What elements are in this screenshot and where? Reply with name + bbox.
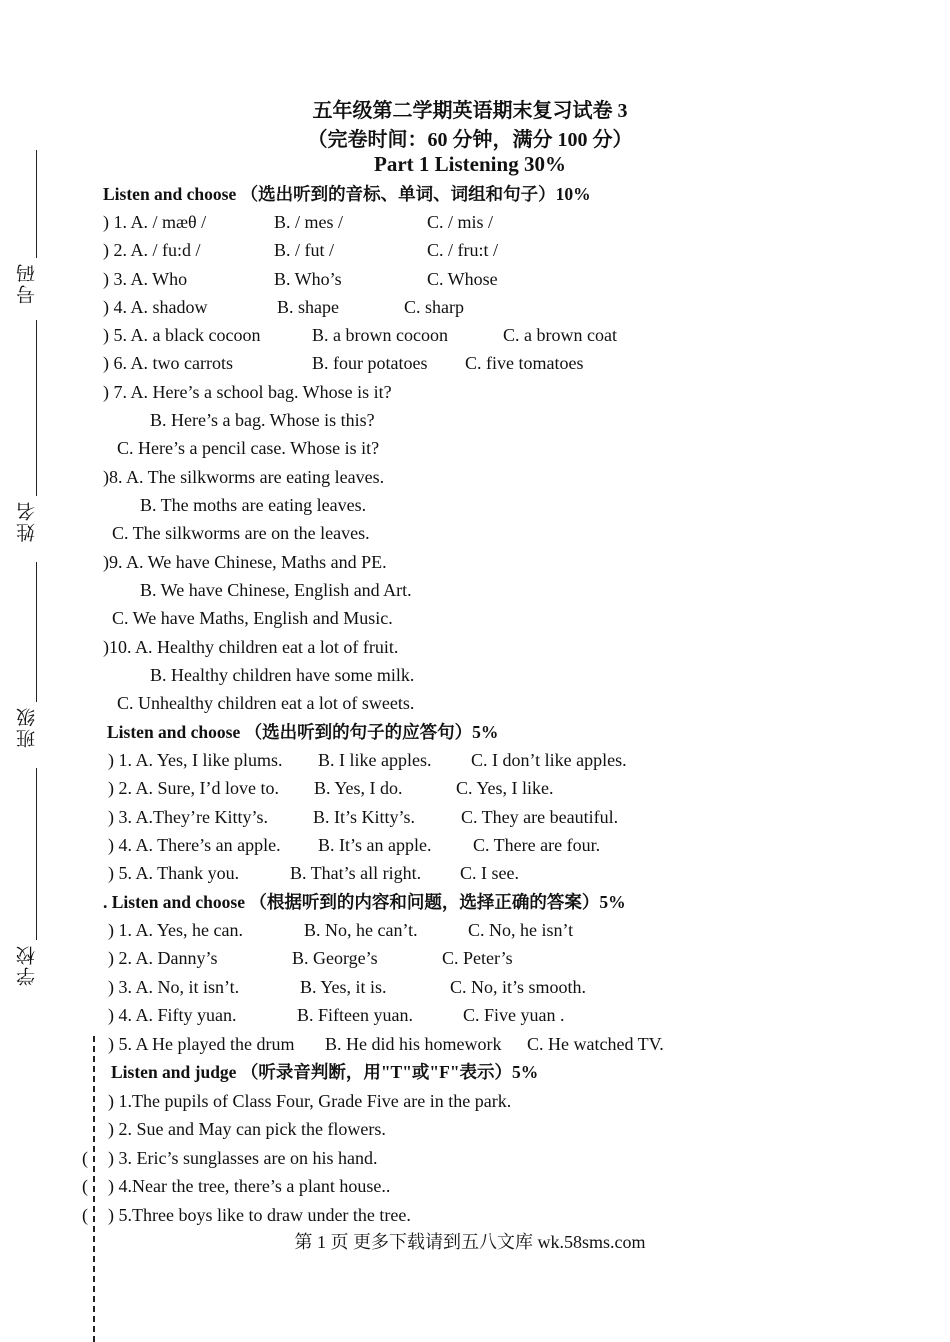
option-a: ) 4. A. shadow bbox=[103, 297, 208, 317]
option-b: B. That’s all right. bbox=[290, 863, 422, 883]
judge-item: ) 2. Sue and May can pick the flowers. bbox=[108, 1119, 386, 1139]
side-rule bbox=[36, 150, 37, 258]
question-row bbox=[103, 268, 703, 290]
question-row bbox=[103, 352, 703, 374]
question-line: C. Unhealthy children eat a lot of sweets. bbox=[117, 693, 415, 713]
option-c: C. I don’t like apples. bbox=[471, 750, 627, 770]
option-c: C. There are four. bbox=[473, 835, 601, 855]
section-heading: Listen and choose （选出听到的句子的应答句）5% bbox=[107, 722, 499, 742]
question-row bbox=[108, 976, 708, 998]
judge-item: ) 5.Three boys like to draw under the tree. bbox=[108, 1205, 411, 1225]
option-c: C. Peter’s bbox=[442, 948, 513, 968]
option-b: B. It’s an apple. bbox=[318, 835, 432, 855]
question-row bbox=[103, 211, 703, 233]
answer-bracket: ( bbox=[82, 1205, 88, 1225]
option-a: ) 1. A. / mæθ / bbox=[103, 212, 207, 232]
option-b: B. shape bbox=[277, 297, 339, 317]
question-row bbox=[108, 1033, 708, 1055]
option-c: C. Yes, I like. bbox=[456, 778, 554, 798]
section-heading: Listen and judge （听录音判断，用"T"或"F"表示）5% bbox=[111, 1062, 539, 1082]
question-line: B. We have Chinese, English and Art. bbox=[140, 580, 412, 600]
answer-bracket: ( bbox=[82, 1176, 88, 1196]
option-b: B. George’s bbox=[292, 948, 378, 968]
option-a: ) 3. A. Who bbox=[103, 269, 188, 289]
exam-subtitle: （完卷时间：60 分钟，满分 100 分） bbox=[307, 129, 633, 151]
option-b: B. Fifteen yuan. bbox=[297, 1005, 413, 1025]
option-c: C. He watched TV. bbox=[527, 1034, 664, 1054]
side-rule bbox=[36, 562, 37, 702]
option-c: C. I see. bbox=[460, 863, 519, 883]
option-a: ) 4. A. There’s an apple. bbox=[108, 835, 281, 855]
side-label-name: 姓名 bbox=[17, 500, 38, 542]
option-a: ) 5. A He played the drum bbox=[108, 1034, 295, 1054]
judge-item: ) 4.Near the tree, there’s a plant house.. bbox=[108, 1176, 391, 1196]
option-c: C. a brown coat bbox=[503, 325, 617, 345]
question-row bbox=[108, 1004, 708, 1026]
side-label-school: 学校 bbox=[17, 944, 38, 986]
option-a: ) 4. A. Fifty yuan. bbox=[108, 1005, 237, 1025]
option-c: C. / fru:t / bbox=[427, 240, 498, 260]
option-c: C. Five yuan . bbox=[463, 1005, 565, 1025]
question-row bbox=[108, 862, 708, 884]
option-b: B. He did his homework bbox=[325, 1034, 502, 1054]
question-line: )9. A. We have Chinese, Maths and PE. bbox=[103, 552, 387, 572]
option-a: ) 3. A.They’re Kitty’s. bbox=[108, 807, 268, 827]
option-b: B. No, he can’t. bbox=[304, 920, 418, 940]
option-a: ) 1. A. Yes, he can. bbox=[108, 920, 243, 940]
side-label-class: 班级 bbox=[17, 706, 38, 748]
question-line: C. We have Maths, English and Music. bbox=[112, 608, 393, 628]
judge-item: ) 3. Eric’s sunglasses are on his hand. bbox=[108, 1148, 378, 1168]
option-a: ) 1. A. Yes, I like plums. bbox=[108, 750, 283, 770]
option-b: B. four potatoes bbox=[312, 353, 428, 373]
question-line: ) 7. A. Here’s a school bag. Whose is it? bbox=[103, 382, 392, 402]
question-row bbox=[108, 777, 708, 799]
option-c: C. five tomatoes bbox=[465, 353, 584, 373]
option-c: C. No, it’s smooth. bbox=[450, 977, 587, 997]
question-row bbox=[108, 947, 708, 969]
option-c: C. No, he isn’t bbox=[468, 920, 574, 940]
section-heading: Listen and choose （选出听到的音标、单词、词组和句子）10% bbox=[103, 184, 591, 204]
option-a: ) 6. A. two carrots bbox=[103, 353, 233, 373]
option-b: B. a brown cocoon bbox=[312, 325, 448, 345]
option-a: ) 3. A. No, it isn’t. bbox=[108, 977, 240, 997]
question-line: B. The moths are eating leaves. bbox=[140, 495, 367, 515]
judge-item: ) 1.The pupils of Class Four, Grade Five are in the park. bbox=[108, 1091, 512, 1111]
option-c: C. Whose bbox=[427, 269, 498, 289]
cut-line bbox=[93, 1036, 95, 1342]
option-b: B. Yes, I do. bbox=[314, 778, 403, 798]
section-heading: . Listen and choose （根据听到的内容和问题，选择正确的答案）5% bbox=[103, 892, 626, 912]
question-row bbox=[103, 239, 703, 261]
option-a: ) 5. A. a black cocoon bbox=[103, 325, 261, 345]
question-row bbox=[108, 919, 708, 941]
option-a: ) 2. A. Sure, I’d love to. bbox=[108, 778, 279, 798]
question-row bbox=[103, 296, 703, 318]
option-b: B. / mes / bbox=[274, 212, 344, 232]
option-b: B. I like apples. bbox=[318, 750, 432, 770]
option-c: C. / mis / bbox=[427, 212, 494, 232]
question-row bbox=[103, 324, 703, 346]
option-b: B. Who’s bbox=[274, 269, 342, 289]
part-heading: Part 1 Listening 30% bbox=[374, 152, 566, 176]
option-c: C. sharp bbox=[404, 297, 464, 317]
exam-title: 五年级第二学期英语期末复习试卷 3 bbox=[312, 100, 628, 122]
option-b: B. / fut / bbox=[274, 240, 335, 260]
side-rule bbox=[36, 768, 37, 940]
question-line: B. Here’s a bag. Whose is this? bbox=[150, 410, 375, 430]
question-line: C. The silkworms are on the leaves. bbox=[112, 523, 370, 543]
question-line: )8. A. The silkworms are eating leaves. bbox=[103, 467, 385, 487]
question-row bbox=[108, 834, 708, 856]
question-line: C. Here’s a pencil case. Whose is it? bbox=[117, 438, 380, 458]
option-c: C. They are beautiful. bbox=[461, 807, 619, 827]
option-a: ) 2. A. / fu:d / bbox=[103, 240, 201, 260]
question-line: )10. A. Healthy children eat a lot of fruit. bbox=[103, 637, 399, 657]
option-a: ) 5. A. Thank you. bbox=[108, 863, 240, 883]
option-b: B. It’s Kitty’s. bbox=[313, 807, 416, 827]
option-a: ) 2. A. Danny’s bbox=[108, 948, 218, 968]
question-row bbox=[108, 749, 708, 771]
page-footer: 第 1 页 更多下载请到五八文库 wk.58sms.com bbox=[294, 1232, 646, 1252]
answer-bracket: ( bbox=[82, 1148, 88, 1168]
side-label-number: 号码 bbox=[17, 262, 38, 304]
question-row bbox=[108, 806, 708, 828]
option-b: B. Yes, it is. bbox=[300, 977, 387, 997]
side-rule bbox=[36, 320, 37, 496]
question-line: B. Healthy children have some milk. bbox=[150, 665, 415, 685]
